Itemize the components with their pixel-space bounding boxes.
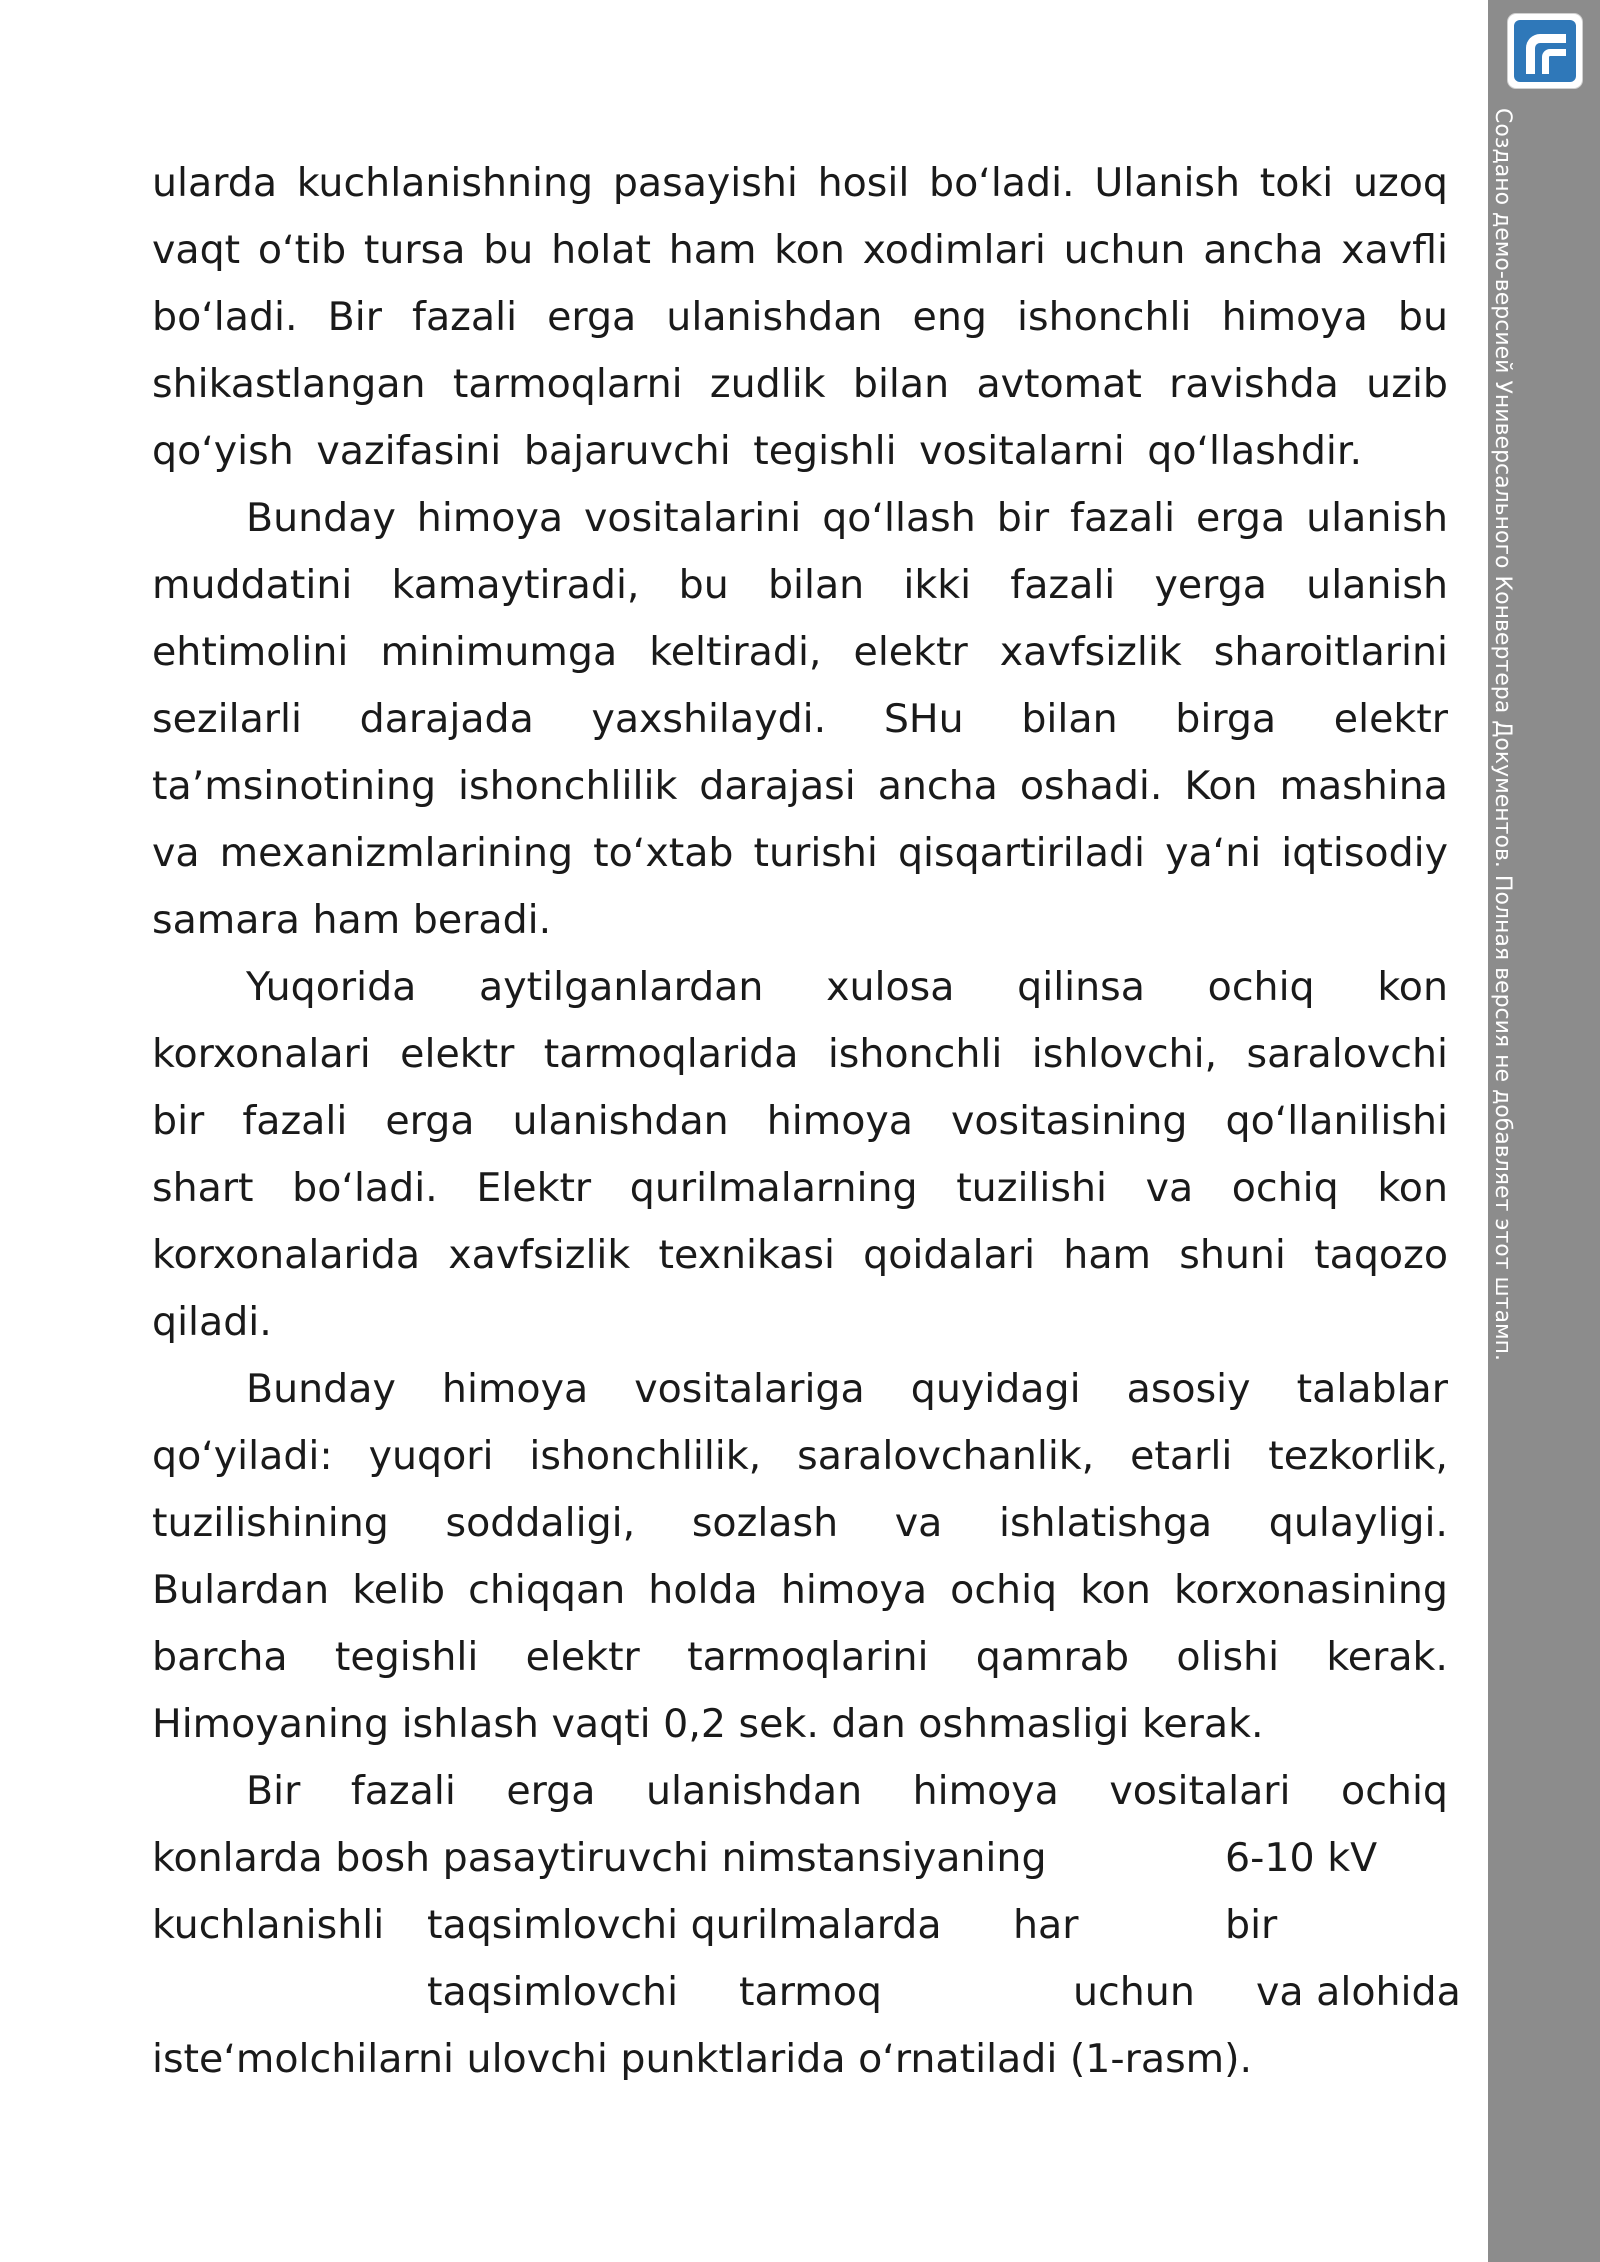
text-line: bo‘ladi. Bir fazali erga ulanishdan eng ishonchli himoya bu bbox=[152, 294, 1448, 340]
converter-logo-icon bbox=[1508, 14, 1582, 88]
text-line: Bulardan kelib chiqqan holda himoya ochiq kon korxonasining bbox=[152, 1567, 1448, 1613]
text-line: qo‘yish vazifasini bajaruvchi tegishli vositalarni qo‘llashdir. bbox=[152, 428, 1363, 474]
text-line: bir fazali erga ulanishdan himoya vositasining qo‘llanilishi bbox=[152, 1098, 1448, 1144]
text-line: shikastlangan tarmoqlarni zudlik bilan avtomat ravishda uzib bbox=[152, 361, 1448, 407]
text-line: samara ham beradi. bbox=[152, 897, 552, 943]
text-segment: konlarda bosh pasaytiruvchi nimstansiyaning bbox=[152, 1835, 1047, 1881]
text-segment: har bbox=[1013, 1902, 1079, 1948]
text-line: Bunday himoya vositalarini qo‘llash bir fazali erga ulanish bbox=[246, 495, 1448, 541]
text-line: ehtimolini minimumga keltiradi, elektr xavfsizlik sharoitlarini bbox=[152, 629, 1448, 675]
text-line-split bbox=[152, 1892, 1448, 1959]
text-segment: taqsimlovchi bbox=[427, 1969, 679, 2015]
text-line: qiladi. bbox=[152, 1299, 272, 1345]
text-line: Bunday himoya vositalariga quyidagi asosiy talablar bbox=[246, 1366, 1448, 1412]
text-segment: tarmoq bbox=[739, 1969, 882, 2015]
text-line-split bbox=[152, 1825, 1448, 1892]
text-line: ularda kuchlanishning pasayishi hosil bo‘ladi. Ulanish toki uzoq bbox=[152, 160, 1448, 206]
text-line: muddatini kamaytiradi, bu bilan ikki fazali yerga ulanish bbox=[152, 562, 1448, 608]
text-line-split bbox=[152, 1959, 1461, 2026]
text-line: va mexanizmlarining to‘xtab turishi qisqartiriladi ya‘ni iqtisodiy bbox=[152, 830, 1448, 876]
text-line: Himoyaning ishlash vaqti 0,2 sek. dan oshmasligi kerak. bbox=[152, 1701, 1264, 1747]
text-segment: 6-10 kV bbox=[1225, 1835, 1378, 1881]
text-segment: uchun bbox=[1073, 1969, 1195, 2015]
text-line: barcha tegishli elektr tarmoqlarini qamrab olishi kerak. bbox=[152, 1634, 1448, 1680]
text-line: iste‘molchilarni ulovchi punktlarida o‘rnatiladi (1-rasm). bbox=[152, 2036, 1253, 2082]
text-line: qo‘yiladi: yuqori ishonchlilik, saralovchanlik, etarli tezkorlik, bbox=[152, 1433, 1448, 1479]
text-segment: taqsimlovchi qurilmalarda bbox=[427, 1902, 942, 1948]
text-line: Yuqorida aytilganlardan xulosa qilinsa ochiq kon bbox=[246, 964, 1448, 1010]
watermark-line-1: Создано демо-версией Универсального Конвертера Документов. Полная версия не добавляет этот штамп. bbox=[1490, 108, 1515, 1361]
text-segment: bir bbox=[1225, 1902, 1278, 1948]
text-line: korxonalari elektr tarmoqlarida ishonchli ishlovchi, saralovchi bbox=[152, 1031, 1448, 1077]
text-segment: va alohida bbox=[1256, 1969, 1461, 2015]
text-line: sezilarli darajada yaxshilaydi. SHu bilan birga elektr bbox=[152, 696, 1448, 742]
text-line: ta’msinotining ishonchlilik darajasi ancha oshadi. Kon mashina bbox=[152, 763, 1448, 809]
text-line: tuzilishining soddaligi, sozlash va ishlatishga qulayligi. bbox=[152, 1500, 1448, 1546]
watermark-text bbox=[1465, 108, 1515, 1528]
text-line: shart bo‘ladi. Elektr qurilmalarning tuzilishi va ochiq kon bbox=[152, 1165, 1448, 1211]
text-line: korxonalarida xavfsizlik texnikasi qoidalari ham shuni taqozo bbox=[152, 1232, 1448, 1278]
text-segment: kuchlanishli bbox=[152, 1902, 385, 1948]
watermark-line-2: WWW.PRINT-DRIVER.RU bbox=[1465, 108, 1490, 370]
text-line: vaqt o‘tib tursa bu holat ham kon xodimlari uchun ancha xavfli bbox=[152, 227, 1448, 273]
text-line: Bir fazali erga ulanishdan himoya vositalari ochiq bbox=[246, 1768, 1448, 1814]
